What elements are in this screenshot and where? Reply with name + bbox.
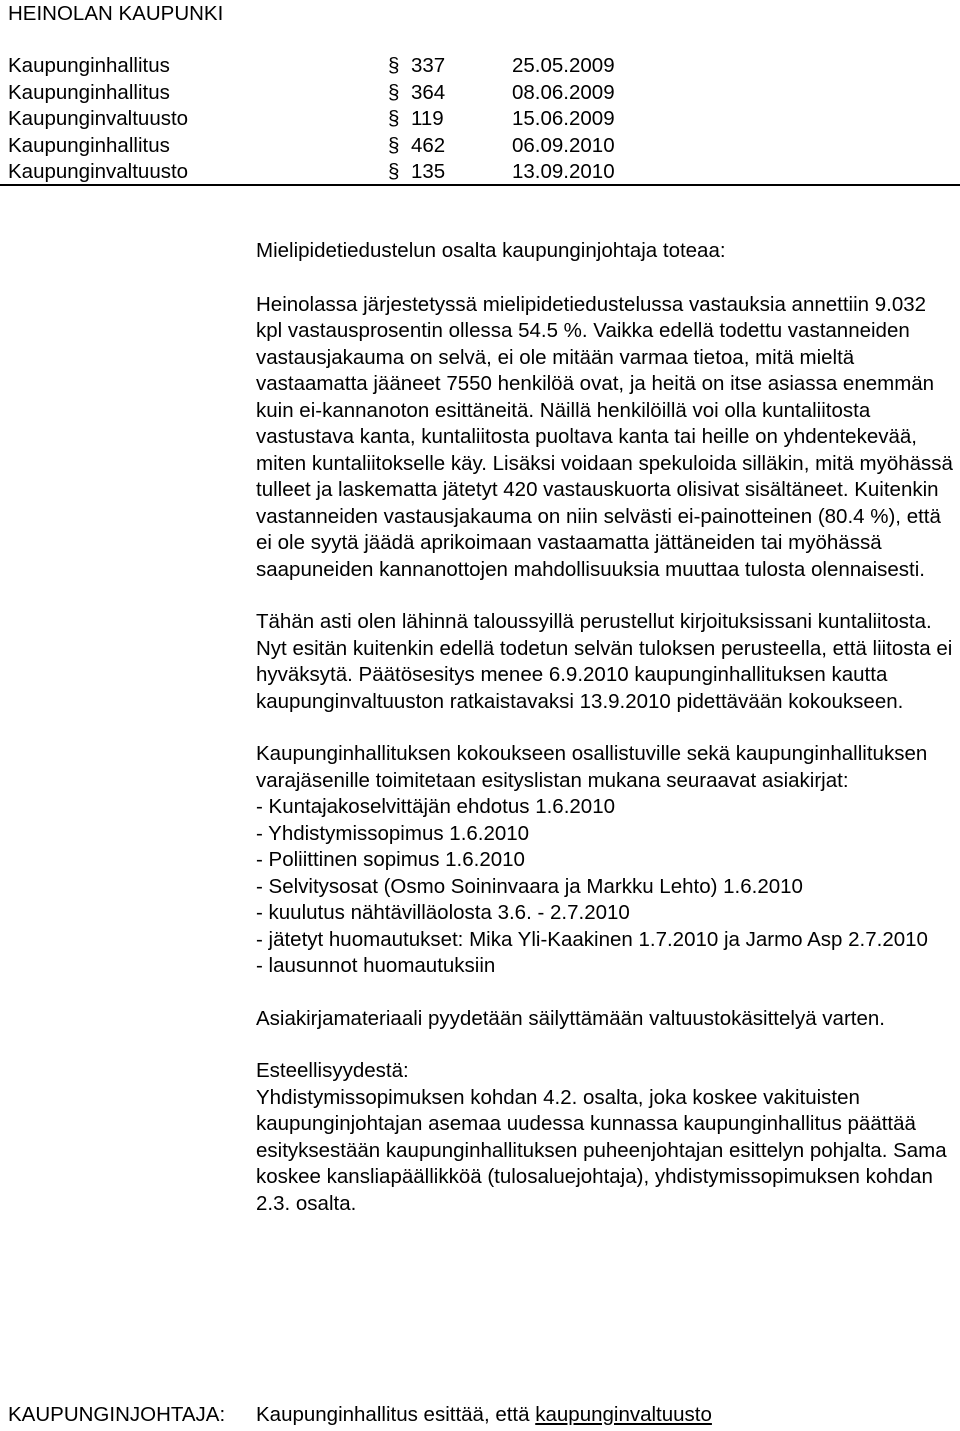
reference-body: Kaupunginvaltuusto (8, 160, 189, 183)
disqualification-heading: Esteellisyydestä: (256, 1059, 409, 1082)
document-body (256, 238, 956, 1217)
section-sign: § (388, 160, 400, 183)
reference-number: 119 (411, 107, 444, 130)
reference-row (8, 133, 960, 160)
paragraph-proposal: Tähän asti olen lähinnä taloussyillä perustellut kirjoituksissani kuntaliitosta. Nyt esitän kuitenkin edellä todetun selvän tuloksen perusteella, että liitosta ei hyväksytä. Päätösesitys menee 6.9.2010 kaupunginhallituksen kautta kaupunginvaltuuston ratkaistavaksi 13.9.2010 pidettävään kokoukseen. (256, 610, 953, 713)
reference-number: 337 (411, 54, 446, 77)
section-sign: § (388, 54, 400, 77)
footer-text: Kaupunginhallitus esittää, että (256, 1403, 536, 1426)
attachment-item: - Kuntajakoselvittäjän ehdotus 1.6.2010 (256, 795, 616, 818)
intro-line: Mielipidetiedustelun osalta kaupunginjohtaja toteaa: (256, 239, 726, 262)
paragraph-survey-results: Heinolassa järjestetyssä mielipidetiedustelussa vastauksia annettiin 9.032 kpl vastausprosentin ollessa 54.5 %. Vaikka edellä todettu vastanneiden vastausjakauma on selvä, ei ole mitään varmaa tietoa, mitä mieltä vastaamatta jääneet 7550 henkilöä ovat, ja heitä on itse asiassa enemmän kuin ei-kannanoton esittäneitä. Näillä henkilöillä voi olla kuntaliitosta vastustava kanta, kuntaliitosta puoltava kanta tai heille on yhdentekevää, miten kuntaliitokselle käy. Lisäksi voidaan spekuloida silläkin, mitä myöhässä tulleet ja laskematta jätetyt 420 vastauskuorta olisivat sisältäneet. Kuitenkin vastanneiden vastausjakauma on niin selvästi ei-painotteinen (80.4 %), että ei ole syytä jäädä aprikoimaan vastaamatta jättäneiden tai myöhässä saapuneiden kannanottojen mahdollisuuksia muuttaa tulosta olennaisesti. (256, 292, 953, 581)
attachment-item: - Selvitysosat (Osmo Soininvaara ja Markku Lehto) 1.6.2010 (256, 874, 803, 898)
footer-underlined-text: kaupunginvaltuusto (535, 1403, 712, 1426)
disqualification-text: Yhdistymissopimuksen kohdan 4.2. osalta, joka koskee vakituisten kaupunginjohtajan asemaa uudessa kunnassa kaupunginhallitus päättää esityksestään kaupunginhallituksen puheenjohtajan esittelyn pohjalta. Sama koskee kansliapäällikköä (tulosaluejohtaja), yhdistymissopimuksen kohdan 2.3. osalta. (256, 1085, 947, 1215)
attachment-item: - jätetyt huomautukset: Mika Yli-Kaakinen 1.7.2010 ja Jarmo Asp 2.7.2010 (256, 927, 928, 951)
section-sign: § (388, 107, 400, 130)
reference-row (8, 80, 960, 107)
reference-number: 135 (411, 160, 446, 183)
reference-number: 364 (411, 80, 446, 104)
section-sign: § (388, 80, 400, 104)
reference-body: Kaupunginvaltuusto (8, 107, 189, 130)
attachments-intro: Kaupunginhallituksen kokoukseen osallistuville sekä kaupunginhallituksen varajäsenille toimitetaan esityslistan mukana seuraavat asiakirjat: (256, 742, 928, 792)
reference-body: Kaupunginhallitus (8, 80, 170, 104)
attachment-item: - Yhdistymissopimus 1.6.2010 (256, 821, 530, 845)
reference-row (8, 106, 960, 133)
attachment-item: - kuulutus nähtävilläolosta 3.6. - 2.7.2010 (256, 901, 630, 924)
reference-date: 06.09.2010 (512, 133, 615, 157)
reference-body: Kaupunginhallitus (8, 54, 170, 77)
reference-body: Kaupunginhallitus (8, 133, 170, 157)
reference-date: 08.06.2009 (512, 80, 615, 104)
reference-row (8, 53, 960, 80)
proposal-footer (8, 1402, 712, 1428)
section-sign: § (388, 133, 400, 157)
reference-date: 15.06.2009 (512, 107, 615, 130)
organization-name: HEINOLAN KAUPUNKI (8, 2, 224, 25)
attachment-item: - Poliittinen sopimus 1.6.2010 (256, 848, 525, 871)
reference-number: 462 (411, 133, 446, 157)
meeting-references (8, 53, 960, 186)
reference-row (8, 159, 960, 186)
reference-date: 25.05.2009 (512, 54, 615, 77)
attachment-item: - lausunnot huomautuksiin (256, 954, 496, 977)
footer-label: KAUPUNGINJOHTAJA: (8, 1403, 226, 1426)
paragraph-storage: Asiakirjamateriaali pyydetään säilyttämään valtuustokäsittelyä varten. (256, 1006, 885, 1030)
horizontal-rule (0, 184, 960, 186)
reference-date: 13.09.2010 (512, 160, 615, 183)
